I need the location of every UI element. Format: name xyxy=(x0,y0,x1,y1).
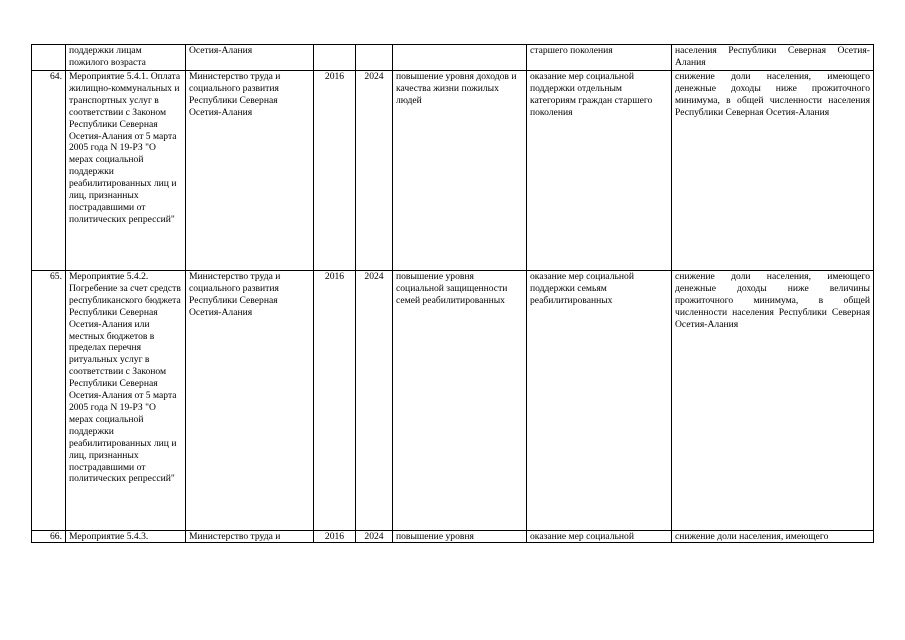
table-row xyxy=(32,71,874,271)
end-year-cell xyxy=(356,45,393,71)
executor-cell: Министерство труда и социального развития Республики Северная Осетия-Алания xyxy=(186,271,314,531)
event-cell: Мероприятие 5.4.1. Оплата жилищно-коммунальных и транспортных услуг в соответствии с Законом Республики Северная Осетия-Алания от 5 марта 2005 года N 19-РЗ "О мерах социальной поддержки реабилитированных лиц и лиц, признанных пострадавшими от политических репрессий" xyxy=(66,71,186,271)
result-cell: повышение уровня социальной защищенности семей реабилитированных xyxy=(393,271,527,531)
row-number xyxy=(32,45,66,71)
start-year-cell: 2016 xyxy=(314,71,356,271)
row-number: 66. xyxy=(32,531,66,543)
row-number: 64. xyxy=(32,71,66,271)
table-row xyxy=(32,271,874,531)
executor-cell: Министерство труда и xyxy=(186,531,314,543)
indicator-cell: снижение доли населения, имеющего денежные доходы ниже величины прожиточного минимума, в общей численности населения Республики Северная Осетия-Алания xyxy=(672,271,874,531)
start-year-cell: 2016 xyxy=(314,531,356,543)
end-year-cell: 2024 xyxy=(356,271,393,531)
event-cell: Мероприятие 5.4.3. xyxy=(66,531,186,543)
row-number: 65. xyxy=(32,271,66,531)
indicator-cell: снижение доли населения, имеющего xyxy=(672,531,874,543)
table-row xyxy=(32,531,874,543)
measures-table xyxy=(31,44,874,543)
measures-cell: старшего поколения xyxy=(527,45,672,71)
executor-cell: Осетия-Алания xyxy=(186,45,314,71)
table-row xyxy=(32,45,874,71)
executor-cell: Министерство труда и социального развития Республики Северная Осетия-Алания xyxy=(186,71,314,271)
result-cell xyxy=(393,45,527,71)
start-year-cell xyxy=(314,45,356,71)
measures-cell: оказание мер социальной xyxy=(527,531,672,543)
result-cell: повышение уровня xyxy=(393,531,527,543)
end-year-cell: 2024 xyxy=(356,531,393,543)
indicator-cell: снижение доли населения, имеющего денежные доходы ниже прожиточного минимума, в общей численности населения Республики Северная Осетия-Алания xyxy=(672,71,874,271)
end-year-cell: 2024 xyxy=(356,71,393,271)
measures-cell: оказание мер социальной поддержки семьям реабилитированных xyxy=(527,271,672,531)
result-cell: повышение уровня доходов и качества жизни пожилых людей xyxy=(393,71,527,271)
indicator-cell: населения Республики Северная Осетия-Алания xyxy=(672,45,874,71)
event-cell: Мероприятие 5.4.2. Погребение за счет средств республиканского бюджета Республики Северная Осетия-Алания или местных бюджетов в пределах перечня ритуальных услуг в соответствии с Законом Республики Северная Осетия-Алания от 5 марта 2005 года N 19-РЗ "О мерах социальной поддержки реабилитированных лиц и лиц, признанных пострадавшими от политических репрессий" xyxy=(66,271,186,531)
event-cell: поддержки лицам пожилого возраста xyxy=(66,45,186,71)
start-year-cell: 2016 xyxy=(314,271,356,531)
measures-cell: оказание мер социальной поддержки отдельным категориям граждан старшего поколения xyxy=(527,71,672,271)
